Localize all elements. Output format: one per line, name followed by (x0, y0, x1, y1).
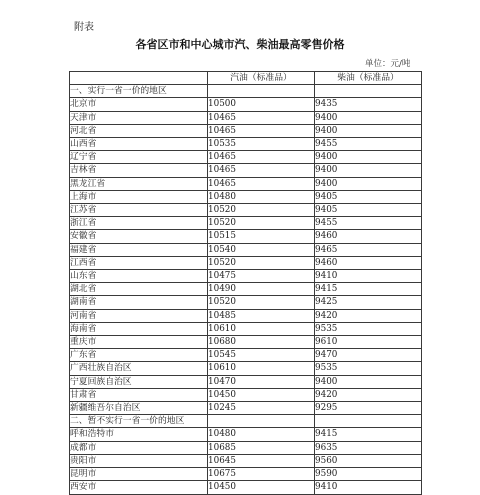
region-cell: 山西省 (70, 138, 208, 151)
gasoline-price-cell: 10465 (208, 111, 315, 124)
table-row (70, 322, 422, 335)
gasoline-price-cell: 10450 (208, 481, 315, 494)
gasoline-price-cell: 10465 (208, 124, 315, 137)
empty-cell (315, 415, 422, 428)
gasoline-price-cell: 10465 (208, 164, 315, 177)
gasoline-price-cell: 10675 (208, 468, 315, 481)
region-cell: 宁夏回族自治区 (70, 375, 208, 388)
gasoline-price-cell: 10520 (208, 204, 315, 217)
table-body (70, 85, 422, 494)
gasoline-price-cell: 10450 (208, 388, 315, 401)
table-row (70, 454, 422, 467)
table-row (70, 441, 422, 454)
table-row (70, 256, 422, 269)
diesel-price-cell: 9400 (315, 111, 422, 124)
diesel-price-cell: 9470 (315, 349, 422, 362)
table-row (70, 336, 422, 349)
region-cell: 山东省 (70, 270, 208, 283)
table-row (70, 111, 422, 124)
gasoline-price-cell: 10520 (208, 217, 315, 230)
gasoline-price-cell: 10480 (208, 190, 315, 203)
table-row (70, 375, 422, 388)
diesel-price-cell: 9400 (315, 164, 422, 177)
region-cell: 昆明市 (70, 468, 208, 481)
region-cell: 湖南省 (70, 296, 208, 309)
table-header-row (70, 72, 422, 85)
gasoline-price-cell: 10470 (208, 375, 315, 388)
region-cell: 吉林省 (70, 164, 208, 177)
gasoline-price-cell: 10645 (208, 454, 315, 467)
region-cell: 天津市 (70, 111, 208, 124)
diesel-price-cell: 9455 (315, 217, 422, 230)
table-row (70, 388, 422, 401)
table-row (70, 204, 422, 217)
section-title: 一、实行一省一价的地区 (70, 85, 208, 98)
diesel-price-cell: 9400 (315, 124, 422, 137)
diesel-price-cell: 9435 (315, 98, 422, 111)
table-row (70, 164, 422, 177)
gasoline-price-cell: 10515 (208, 230, 315, 243)
table-row (70, 138, 422, 151)
gasoline-price-cell: 10610 (208, 322, 315, 335)
gasoline-price-cell: 10500 (208, 98, 315, 111)
empty-cell (208, 415, 315, 428)
gasoline-price-cell: 10480 (208, 428, 315, 441)
region-cell: 海南省 (70, 322, 208, 335)
table-row (70, 124, 422, 137)
diesel-price-cell: 9415 (315, 283, 422, 296)
region-cell: 西安市 (70, 481, 208, 494)
table-row (70, 151, 422, 164)
diesel-price-cell: 9455 (315, 138, 422, 151)
diesel-price-cell: 9405 (315, 204, 422, 217)
diesel-price-cell: 9400 (315, 177, 422, 190)
region-cell: 甘肃省 (70, 388, 208, 401)
diesel-price-cell: 9560 (315, 454, 422, 467)
region-cell: 辽宁省 (70, 151, 208, 164)
gasoline-price-cell: 10490 (208, 283, 315, 296)
gasoline-price-cell: 10610 (208, 362, 315, 375)
gasoline-price-cell: 10485 (208, 309, 315, 322)
diesel-price-cell: 9295 (315, 402, 422, 415)
gasoline-column-header: 汽油（标准品） (208, 72, 315, 85)
table-row (70, 270, 422, 283)
diesel-price-cell: 9405 (315, 190, 422, 203)
region-cell: 江西省 (70, 256, 208, 269)
gasoline-price-cell: 10680 (208, 336, 315, 349)
region-cell: 福建省 (70, 243, 208, 256)
region-cell: 黑龙江省 (70, 177, 208, 190)
diesel-price-cell: 9410 (315, 481, 422, 494)
gasoline-price-cell: 10545 (208, 349, 315, 362)
region-cell: 呼和浩特市 (70, 428, 208, 441)
table-row (70, 481, 422, 494)
gasoline-price-cell: 10685 (208, 441, 315, 454)
diesel-price-cell: 9460 (315, 230, 422, 243)
region-cell: 河北省 (70, 124, 208, 137)
diesel-price-cell: 9410 (315, 270, 422, 283)
section-row-city-pricing (70, 415, 422, 428)
appendix-label: 附表 (74, 22, 94, 33)
gasoline-price-cell: 10540 (208, 243, 315, 256)
region-cell: 浙江省 (70, 217, 208, 230)
table-row (70, 428, 422, 441)
table-row (70, 217, 422, 230)
empty-cell (208, 85, 315, 98)
table-row (70, 296, 422, 309)
diesel-price-cell: 9420 (315, 388, 422, 401)
gasoline-price-cell: 10535 (208, 138, 315, 151)
table-row (70, 230, 422, 243)
table-row (70, 243, 422, 256)
diesel-price-cell: 9400 (315, 375, 422, 388)
region-cell: 重庆市 (70, 336, 208, 349)
diesel-price-cell: 9415 (315, 428, 422, 441)
region-column-header (70, 72, 208, 85)
region-cell: 河南省 (70, 309, 208, 322)
region-cell: 北京市 (70, 98, 208, 111)
diesel-price-cell: 9465 (315, 243, 422, 256)
gasoline-price-cell: 10520 (208, 296, 315, 309)
section-row-unified-pricing (70, 85, 422, 98)
region-cell: 广东省 (70, 349, 208, 362)
table-row (70, 177, 422, 190)
gasoline-price-cell: 10465 (208, 151, 315, 164)
table-row (70, 468, 422, 481)
table-row (70, 98, 422, 111)
unit-label: 单位：元/吨 (365, 59, 411, 69)
table-row (70, 190, 422, 203)
diesel-price-cell: 9590 (315, 468, 422, 481)
empty-cell (315, 85, 422, 98)
region-cell: 湖北省 (70, 283, 208, 296)
gasoline-price-cell: 10245 (208, 402, 315, 415)
diesel-price-cell: 9460 (315, 256, 422, 269)
region-cell: 上海市 (70, 190, 208, 203)
diesel-price-cell: 9420 (315, 309, 422, 322)
region-cell: 安徽省 (70, 230, 208, 243)
table-row (70, 362, 422, 375)
table-row (70, 402, 422, 415)
gasoline-price-cell: 10465 (208, 177, 315, 190)
price-table (69, 71, 422, 495)
document-title: 各省区市和中心城市汽、柴油最高零售价格 (135, 38, 345, 51)
diesel-price-cell: 9400 (315, 151, 422, 164)
region-cell: 成都市 (70, 441, 208, 454)
table-row (70, 309, 422, 322)
diesel-price-cell: 9635 (315, 441, 422, 454)
diesel-price-cell: 9535 (315, 362, 422, 375)
diesel-price-cell: 9535 (315, 322, 422, 335)
diesel-price-cell: 9425 (315, 296, 422, 309)
region-cell: 广西壮族自治区 (70, 362, 208, 375)
region-cell: 贵阳市 (70, 454, 208, 467)
region-cell: 江苏省 (70, 204, 208, 217)
section-title: 二、暂不实行一省一价的地区 (70, 415, 208, 428)
gasoline-price-cell: 10475 (208, 270, 315, 283)
gasoline-price-cell: 10520 (208, 256, 315, 269)
diesel-column-header: 柴油（标准品） (315, 72, 422, 85)
region-cell: 新疆维吾尔自治区 (70, 402, 208, 415)
table-row (70, 349, 422, 362)
table-row (70, 283, 422, 296)
diesel-price-cell: 9610 (315, 336, 422, 349)
